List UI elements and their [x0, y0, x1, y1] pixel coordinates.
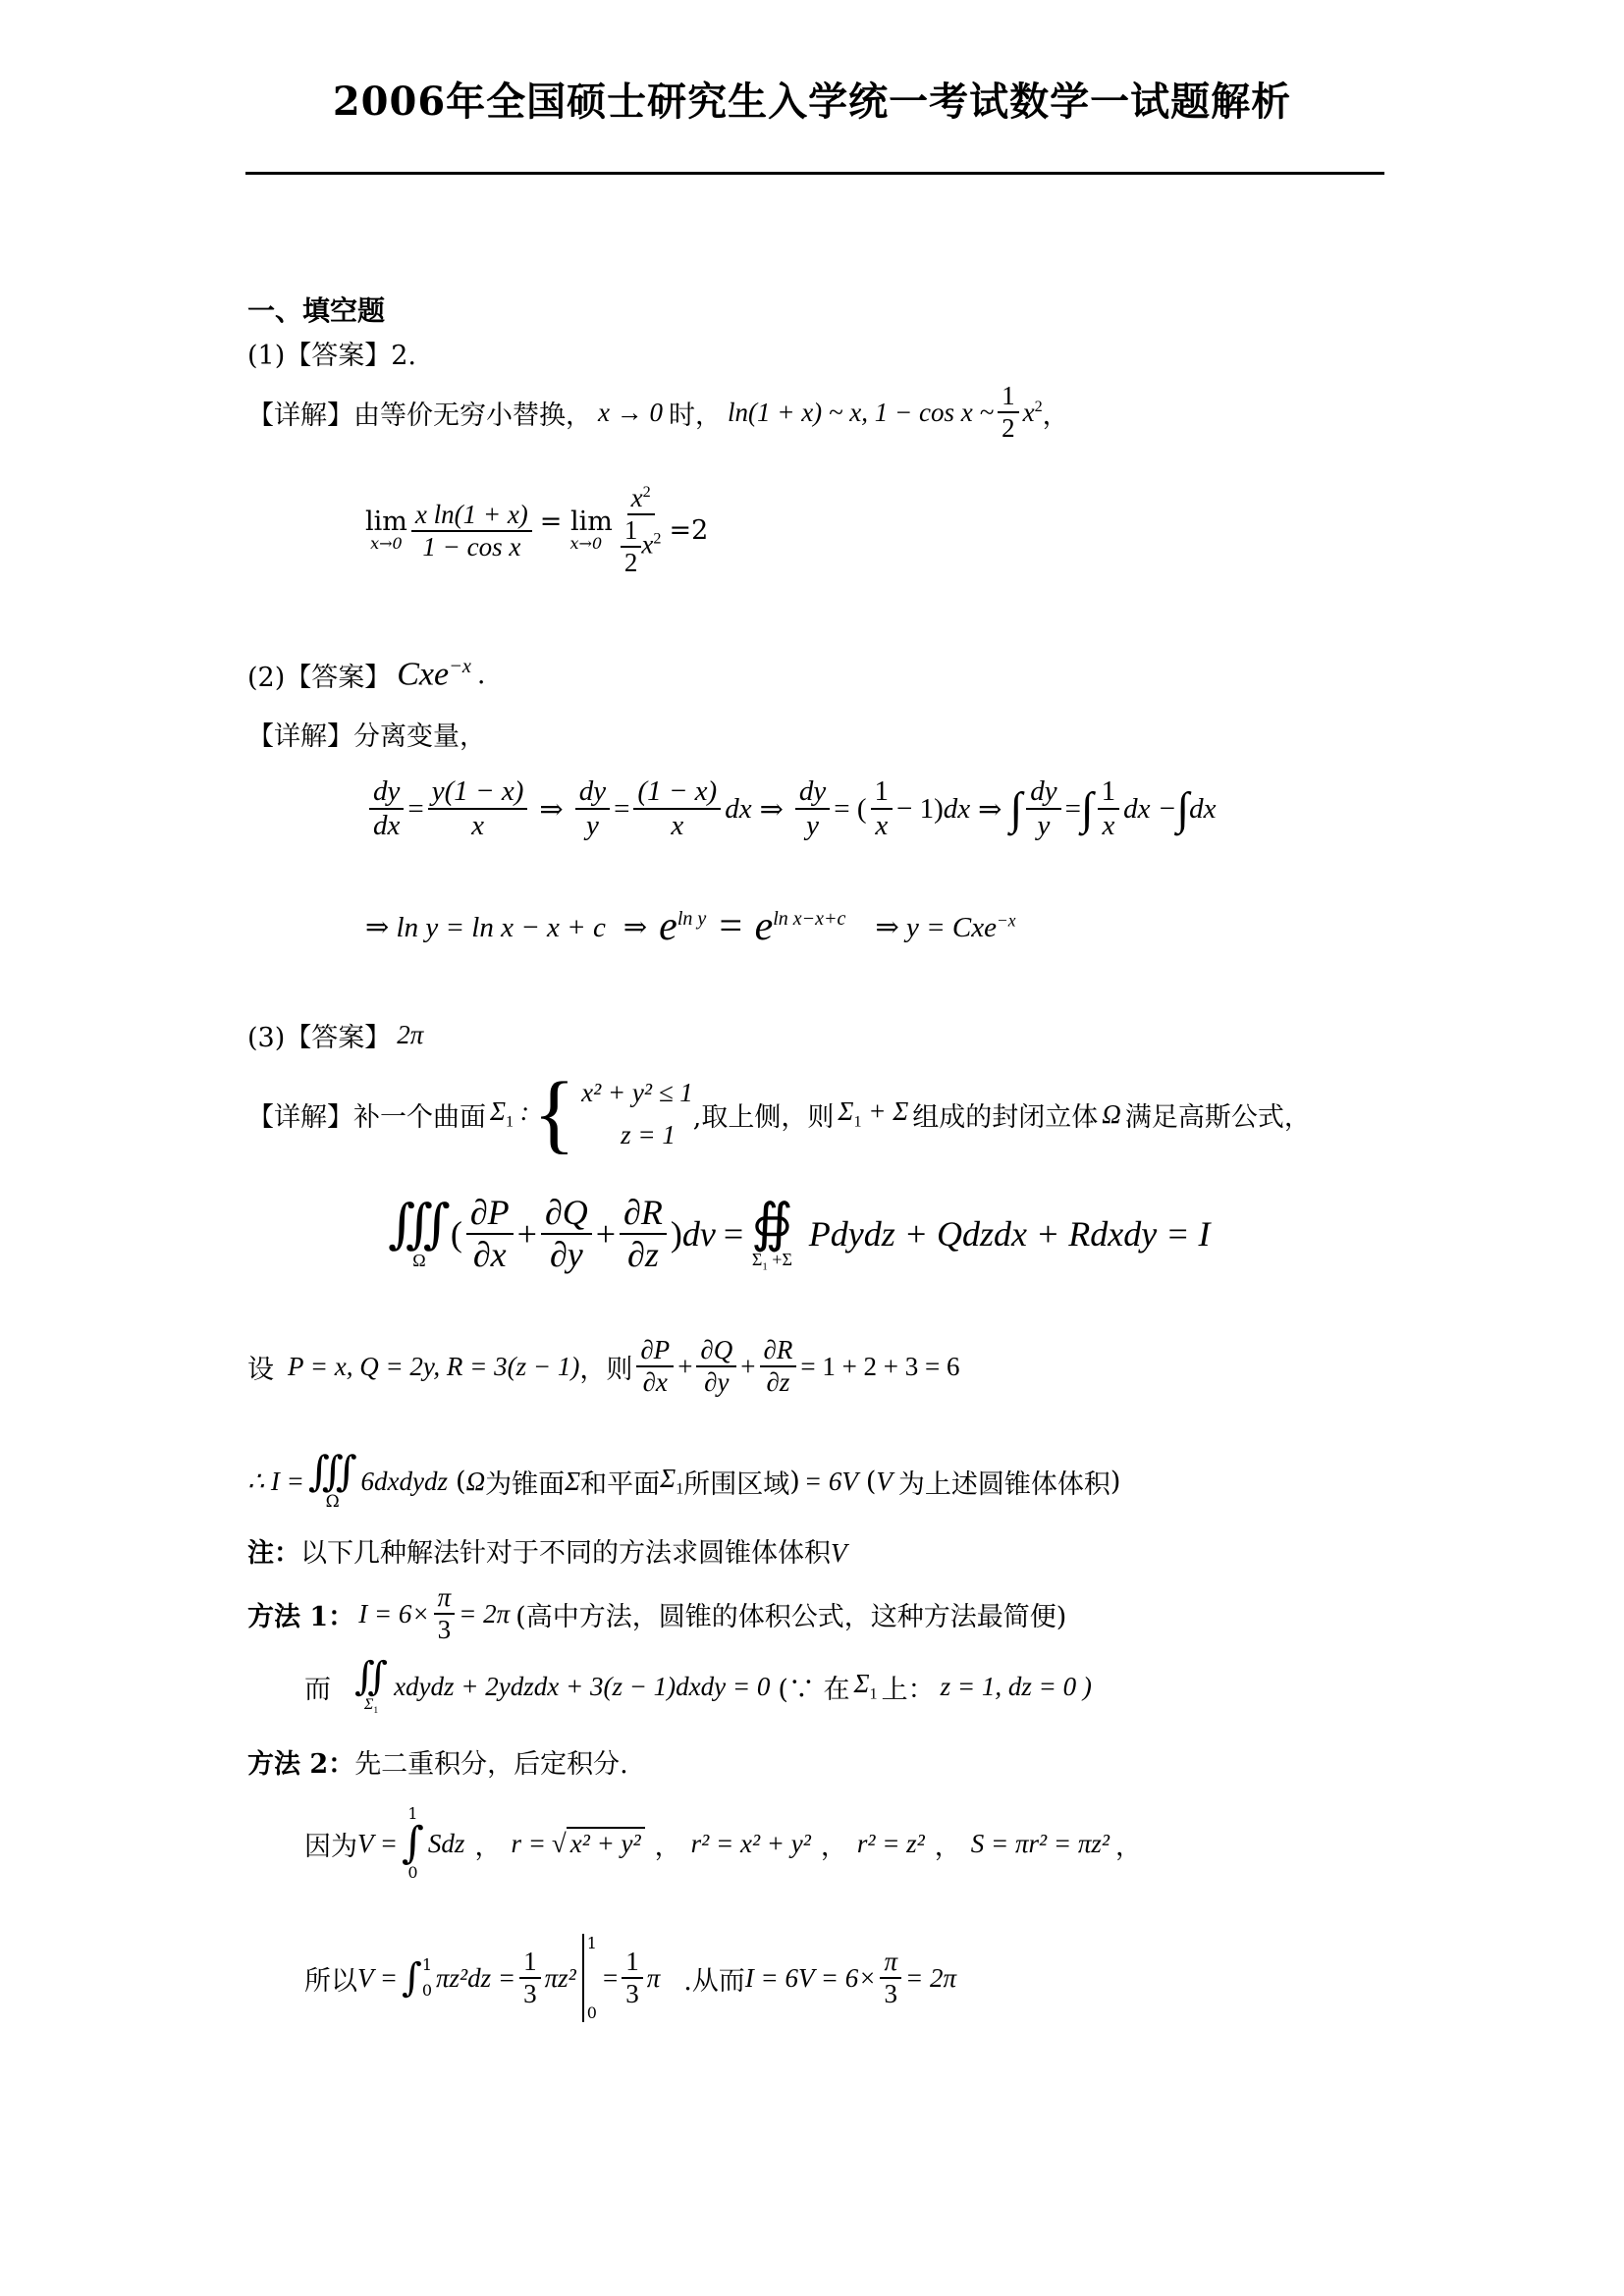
q3-detail-c: 组成的封闭立体 — [912, 1101, 1099, 1133]
q3-note-label: 注： — [247, 1538, 300, 1569]
q1-half-frac — [998, 381, 1019, 444]
q3-m2-r: r = — [511, 1828, 546, 1858]
q3-m1-label: 方法 1： — [247, 1601, 355, 1632]
q1-half-den: 2 — [1001, 413, 1015, 444]
q3-m1-er: 而 — [304, 1674, 331, 1705]
q3-answer — [247, 1016, 423, 1054]
q2-separation-equation: $\frac{dy}{dx}$ = $\frac{y(1 - x)}{x}$ ⇒ $\frac{dy}{y}$ = $\frac{(1 - x)}{x}$ dx ⇒ $\frac{dy}{y}$ = ( $\frac{1}{x}$ − 1) dx ⇒ ∫ $\frac{dy}{y}$ = ∫ $\frac{1}{x}$ dx − ∫ dx — [365, 775, 1216, 843]
q3-set-line: 设 P = x, Q = 2y, R = 3(z − 1) ，则 $\frac{\partial P}{\partial x}$ + $\frac{\partial Q}{\partial y}$ + $\frac{\partial R}{\partial z}$ = 1 + 2 + 3 = 6 — [247, 1335, 960, 1398]
q2-answer — [247, 656, 486, 694]
q1-half-num: 1 — [998, 381, 1019, 413]
q1-xsq: $x^2$ — [1022, 397, 1043, 427]
q1-frac1-num: x ln(1 + x) — [411, 500, 532, 532]
title-rule — [245, 172, 1384, 175]
q3-sys-row1: x² + y² ≤ 1 — [581, 1077, 693, 1107]
q3-m2-cong: .从而 — [683, 1965, 745, 1997]
q1-answer — [247, 334, 416, 372]
q3-system: { x² + y² ≤ 1 z = 1 — [532, 1065, 693, 1162]
q3-method1: 方法 1： I = 6× $\frac{\pi}{3}$ = 2π (高中方法，圆锥的体积公式，这种方法最简便) — [247, 1582, 1067, 1645]
q3-note-text: 以下几种解法针对于不同的方法求圆锥体体积 — [300, 1538, 831, 1569]
q3-set-result: = 1 + 2 + 3 = 6 — [800, 1351, 960, 1381]
q3-m2-s: S = πr² = πz² — [970, 1828, 1110, 1858]
q3-method1-line2: 而 ∬ $\Sigma_1$ xdydz + 2ydzdx + 3(z − 1)dxdy = 0 (∵ 在 $\Sigma_1$ 上： z = 1, dz = 0 ) — [304, 1654, 1092, 1717]
q3-detail-label: 【详解】 — [247, 1101, 353, 1133]
q3-method2-line2: 因为 V = 1 ∫ 0 Sdz ， r = √ x² + y² ， r² = x² + y² ， r² = z² ， S = πr² = πz² ， — [304, 1804, 1142, 1882]
q3-therefore-line: ∴ I = ∭ Ω 6dxdydz ( Ω 为锥面 Σ 和平面 $\Sigma_1$ 所围区域 ) = 6V ( V 为上述圆锥体体积 ) — [247, 1447, 1121, 1512]
q3-answer-label: (3)【答案】 — [247, 1023, 392, 1053]
q1-frac1-den: 1 − cos x — [422, 531, 521, 561]
q3-m2-because: 因为 — [304, 1831, 357, 1862]
q3-therefore-c: 为锥面 — [485, 1468, 566, 1500]
q1-frac1 — [411, 500, 532, 562]
q3-therefore-e: 所围区域 — [683, 1468, 790, 1500]
q3-m2-vint: V = — [357, 1962, 398, 1993]
page-title: 2006年全国硕士研究生入学统一考试数学一试题解析 — [332, 79, 1292, 125]
q3-detail-b: ,取上侧，则 — [692, 1101, 835, 1133]
q3-m1-expr: I = 6× — [358, 1598, 430, 1629]
q3-therefore-d: 和平面 — [580, 1468, 661, 1500]
q1-x-to-0: x → 0 — [598, 397, 663, 427]
q2-solution-line: ⇒ ln y = ln x − x + c ⇒ $e^{ln y} = e^{ln x-x+c}$ ⇒ y = Cxe$^{-x}$ — [365, 904, 1016, 949]
q2-line2-a: ⇒ ln y = ln x − x + c — [365, 911, 606, 943]
q3-gauss-rhs: Pdydz + Qdzdx + Rdxdy = I — [808, 1214, 1211, 1255]
q3-detail: 【详解】 补一个曲面 $\Sigma_1$ : { x² + y² ≤ 1 z = 1 ,取上侧，则 $\Sigma_1 + \Sigma$ 组成的封闭立体 Ω 满足高斯公式， — [247, 1065, 1311, 1162]
q3-method2 — [247, 1742, 628, 1781]
q1-detail — [247, 381, 1069, 444]
q1-frac2 — [617, 483, 666, 578]
q1-comma: ， — [1042, 400, 1069, 431]
q3-m2-eq: = — [602, 1962, 619, 1993]
q3-m2-integrand: πz²dz = — [436, 1962, 516, 1993]
q2-line2-b: ⇒ — [623, 911, 648, 943]
q3-therefore-f: = 6V — [803, 1466, 858, 1496]
q3-m2-text: 先二重积分，后定积分. — [354, 1749, 628, 1780]
q3-therefore-b: 6dxdydz — [360, 1466, 449, 1496]
q1-shi: 时， — [668, 400, 722, 431]
q3-m2-v: V = — [357, 1828, 398, 1858]
q3-m1-on: 上： — [881, 1674, 935, 1705]
q3-m1-eq: = 2π — [459, 1598, 511, 1629]
q3-m2-sdz: Sdz — [427, 1828, 465, 1858]
q2-line2-c: ⇒ y = Cxe$^{-x}$ — [875, 909, 1016, 943]
q3-therefore-a: ∴ I = — [247, 1466, 304, 1496]
q1-answer-label: (1)【答案】 — [247, 341, 392, 371]
q1-detail-label: 【详解】 — [247, 400, 353, 431]
q3-gauss-formula: ∭ Ω ( $\frac{\partial P}{\partial x}$ + $\frac{\partial Q}{\partial y}$ + $\frac{\partial R}{\partial z}$ ) dv = ∯ $\Sigma_1 +\Sigma$ Pdydz + Qdzdx + Rdxdy = I — [388, 1193, 1211, 1275]
q3-therefore-g: 为上述圆锥体体积 — [897, 1468, 1110, 1500]
q2-detail-label: 【详解】 — [247, 721, 353, 752]
q1-answer-value: 2. — [391, 341, 417, 371]
q1-lim2: = lim x→0 — [539, 507, 613, 554]
q2-answer-end: . — [476, 660, 486, 690]
q3-detail-a: 补一个曲面 — [353, 1101, 486, 1133]
q3-detail-d: 满足高斯公式， — [1124, 1101, 1311, 1133]
q3-m2-r2: r² = x² + y² — [690, 1828, 811, 1858]
q1-result: =2 — [669, 515, 709, 547]
q2-detail-text: 分离变量， — [353, 721, 486, 752]
q2-answer-value: Cxe$^{-x}$ — [397, 656, 471, 693]
q3-m2-label: 方法 2： — [247, 1749, 355, 1780]
q3-m1-integrand: xdydz + 2ydzdx + 3(z − 1)dxdy = 0 — [394, 1671, 771, 1701]
q1-frac2-num: $x^2$ — [627, 483, 655, 515]
section-heading: 一、填空题 — [247, 294, 386, 327]
q3-m2-pi: π — [646, 1962, 661, 1993]
q3-m1-because: (∵ 在 — [778, 1674, 850, 1705]
q3-m1-comment: (高中方法，圆锥的体积公式，这种方法最简便) — [515, 1601, 1067, 1632]
q1-lim1: lim x→0 — [365, 507, 407, 554]
q3-m2-r2b: r² = z² — [856, 1828, 925, 1858]
q1-equiv: ln(1 + x) ~ x, 1 − cos x ~ — [727, 397, 995, 427]
q3-method2-line3: 所以 V = ∫ 1 0 πz²dz = $\frac{1}{3}$ πz² 1 0 = $\frac{1}{3}$ π .从而 I = 6V = 6× $\frac{\pi}{3}$ = 2π — [304, 1934, 956, 2022]
q2-detail — [247, 715, 486, 753]
q3-m2-so: 所以 — [304, 1965, 357, 1997]
q3-sys-row2: z = 1 — [621, 1120, 676, 1149]
q3-then: ，则 — [579, 1354, 633, 1385]
q2-answer-label: (2)【答案】 — [247, 663, 392, 693]
q3-answer-value: 2π — [397, 1020, 424, 1049]
q3-m2-eval: πz² — [544, 1962, 576, 1993]
q1-frac2-den: $\frac{1}{2}$ $x^2$ — [617, 515, 666, 578]
q3-set-label: 设 — [247, 1354, 274, 1385]
q3-m1-cond: z = 1, dz = 0 ) — [940, 1671, 1092, 1701]
q3-note: 注：以下几种解法针对于不同的方法求圆锥体体积V — [247, 1538, 847, 1569]
q3-m2-final: I = 6V = 6× — [744, 1962, 877, 1993]
q3-set-expr: P = x, Q = 2y, R = 3(z − 1) — [288, 1351, 580, 1381]
q1-detail-text: 由等价无穷小替换， — [353, 400, 592, 431]
q3-m2-final-eq: = 2π — [905, 1962, 956, 1993]
q1-limit-equation — [365, 483, 708, 578]
